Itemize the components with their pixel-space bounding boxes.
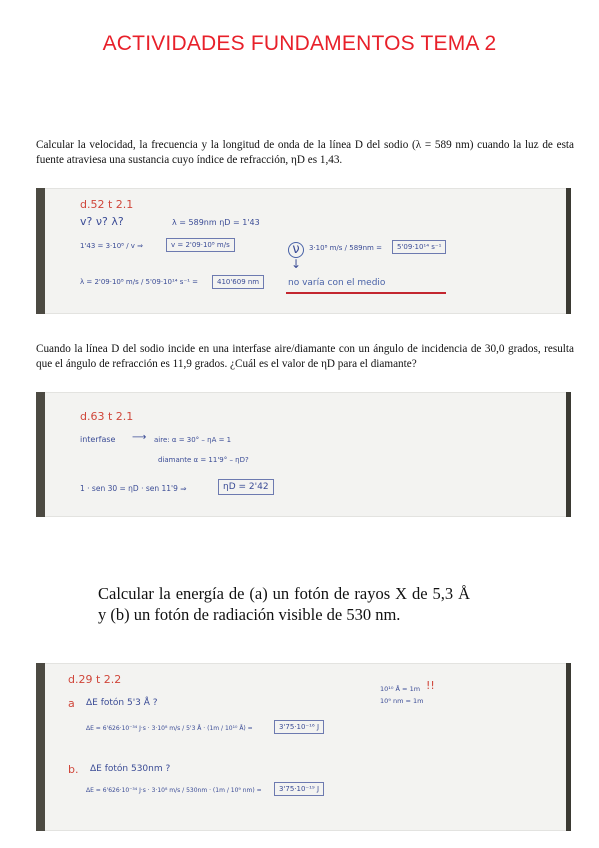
notes-equation: λ = 2'09·10⁸ m/s / 5'09·10¹⁴ s⁻¹ =	[80, 278, 199, 286]
notes-heading: ΔE fotón 5'3 Å ?	[86, 698, 158, 708]
notes-reference: d.63 t 2.1	[80, 410, 134, 423]
notes-answer-box: 3'75·10⁻¹⁹ J	[274, 782, 324, 796]
notes-answer-box: 3'75·10⁻¹⁶ J	[274, 720, 324, 734]
notes-part-label: b.	[68, 763, 79, 776]
notes-line: aire: α = 30° – ηA = 1	[154, 436, 232, 444]
photo-edge	[36, 392, 45, 517]
notes-photo-1	[36, 188, 571, 314]
page-title: ACTIVIDADES FUNDAMENTOS TEMA 2	[102, 32, 497, 55]
notes-given: λ = 589nm ηD = 1'43	[172, 218, 260, 227]
notes-answer-box: v = 2'09·10⁸ m/s	[166, 238, 235, 252]
notes-conversion: 10⁹ nm = 1m	[380, 697, 424, 705]
notes-label: interfase	[80, 435, 116, 444]
notes-equation: 1'43 = 3·10⁸ / v ⇒	[80, 242, 144, 250]
notes-heading: ΔE fotón 530nm ?	[90, 764, 171, 774]
notes-remark: no varía con el medio	[288, 278, 386, 288]
question-3: Calcular la energía de (a) un fotón de rayos X de 5,3 Å y (b) un fotón de radiación visible de 530 nm.	[98, 584, 470, 624]
photo-edge	[566, 663, 571, 831]
circled-nu: ν	[288, 242, 304, 258]
notes-equation: 3·10⁸ m/s / 589nm =	[309, 244, 382, 252]
notes-unknowns: v? ν? λ?	[80, 215, 124, 228]
notes-conversion: 10¹⁰ Å = 1m	[380, 685, 421, 693]
question-2: Cuando la línea D del sodio incide en una interfase aire/diamante con un ángulo de incidencia de 30,0 grados, resulta que el ángulo de refracción es 11,9 grados. ¿Cuál es el valor de ηD para el diamante?	[36, 343, 574, 370]
notes-part-label: a	[68, 697, 75, 710]
notes-photo-3	[36, 663, 571, 831]
photo-edge	[566, 188, 571, 314]
red-underline	[286, 292, 446, 294]
notes-photo-2	[36, 392, 571, 517]
notes-reference: d.29 t 2.2	[68, 673, 122, 686]
notes-equation: ΔE = 6'626·10⁻³⁴ J·s · 3·10⁸ m/s / 5'3 Å · (1m / 10¹⁰ Å) =	[86, 725, 253, 732]
notes-equation: ΔE = 6'626·10⁻³⁴ J·s · 3·10⁸ m/s / 530nm · (1m / 10⁹ nm) =	[86, 787, 262, 794]
notes-reference: d.52 t 2.1	[80, 198, 134, 211]
photo-edge	[36, 663, 45, 831]
down-arrow-icon: ↓	[291, 257, 302, 271]
notes-mark: !!	[426, 679, 435, 692]
notes-answer-box: ηD = 2'42	[218, 479, 274, 495]
notes-equation: 1 · sen 30 = ηD · sen 11'9 ⇒	[80, 484, 187, 493]
notes-line: diamante α = 11'9° – ηD?	[158, 456, 249, 464]
notes-answer-box: 5'09·10¹⁴ s⁻¹	[392, 240, 446, 254]
arrow-icon: ⟶	[132, 432, 147, 443]
question-1: Calcular la velocidad, la frecuencia y la longitud de onda de la línea D del sodio (λ = 589 nm) cuando la luz de esta fuente atraviesa una sustancia cuyo índice de refracción, ηD es 1,43.	[36, 139, 574, 166]
photo-edge	[566, 392, 571, 517]
photo-edge	[36, 188, 45, 314]
notes-answer-box: 410'609 nm	[212, 275, 264, 289]
